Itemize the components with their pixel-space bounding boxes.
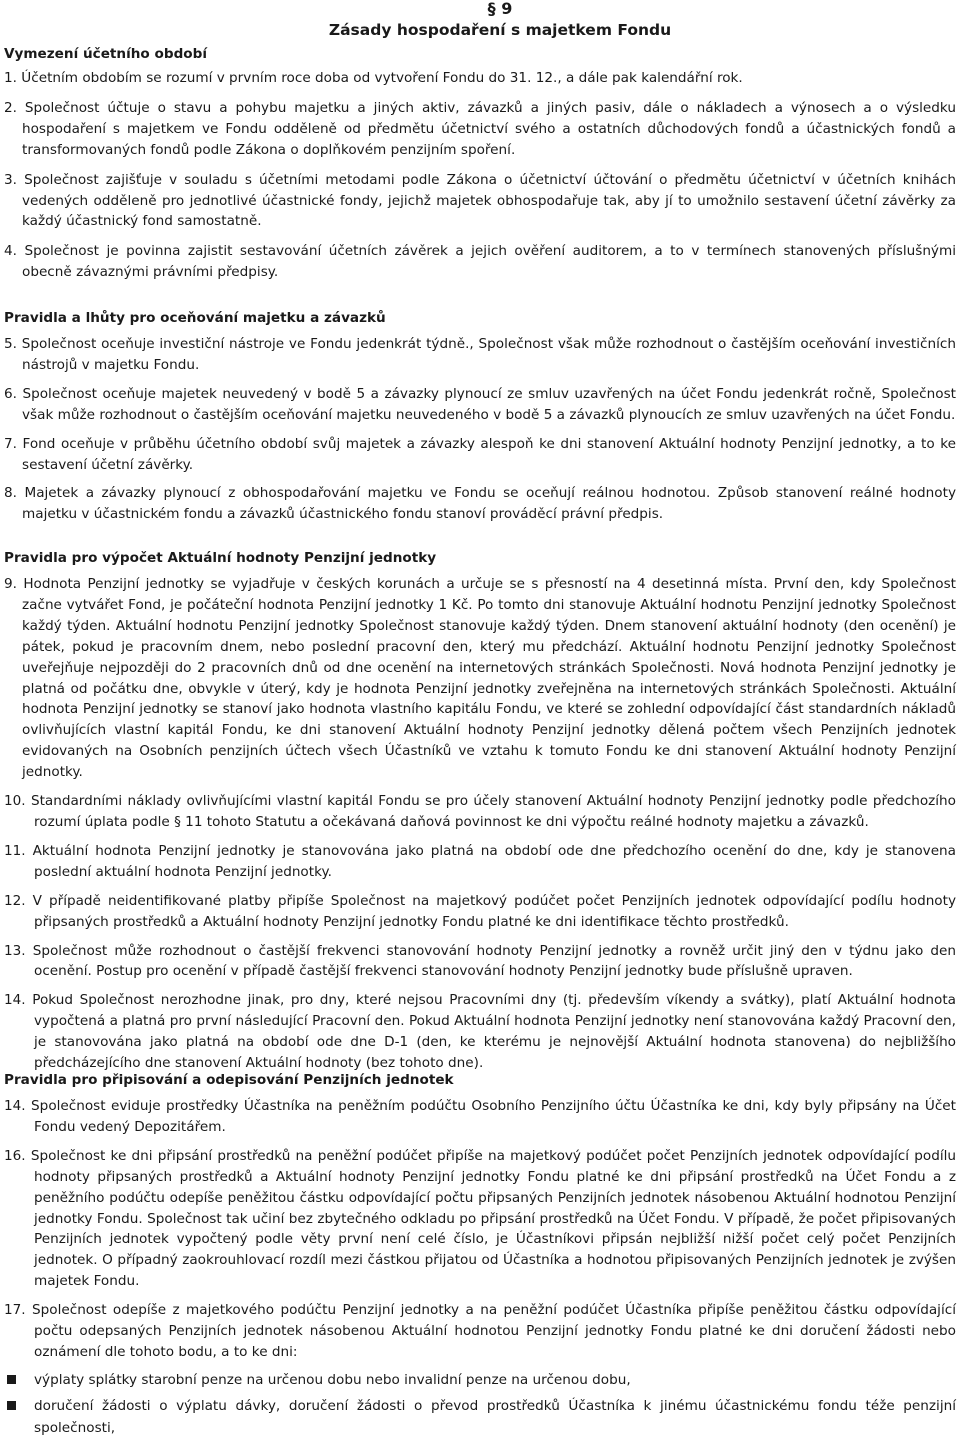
- heading-accounting-period: Vymezení účetního období: [4, 46, 208, 62]
- paragraph-13: 13. Společnost může rozhodnout o častější frekvenci stanovování hodnoty Penzijní jednotky a rovněž určit jiný den v týdnu jako den ocenění. Postup pro ocenění v případě častější frekvenci stanovování hodnoty Penzijní jednotky bude příslušně upraven.: [4, 942, 956, 980]
- paragraph-5: 5. Společnost oceňuje investiční nástroje ve Fondu jedenkrát týdně., Společnost však může rozhodnout o častějším oceňování investičních nástrojů v majetku Fondu.: [4, 336, 956, 373]
- paragraph-16: 16. Společnost ke dni připsání prostředků na peněžní podúčet připíše na majetkový podúčet počet Penzijních jednotek odpovídající podílu hodnoty připsaných prostředků a Aktuální hodnoty Penzijní jednotky Fondu platné ke dni připsání prostředků na Účet Fondu a z peněžního podúčtu odepíše peněžitou částku odpovídající počtu připsaných Penzijních jednotek násobenou Aktuální hodnotou Penzijní jednotky Fondu. Společnost tak učiní bez zbytečného odkladu po připsání prostředků na Účet Fondu. V případě, že počet připisovaných Penzijních jednotek vypočtený podle věty první není celé číslo, je Účastníkovi připsán nejbližší nižší počet celý počet Penzijních jednotek. O případný zaokrouhlovací rozdíl mezi částkou přijatou od Účastníka a hodnotou připisovaných Penzijních jednotek je zvýšen majetek Fondu.: [4, 1147, 956, 1290]
- heading-unit-value: Pravidla pro výpočet Aktuální hodnoty Penzijní jednotky: [4, 550, 437, 566]
- paragraph-2: 2. Společnost účtuje o stavu a pohybu majetku a jiných aktiv, závazků a jiných pasiv, dále o nákladech a výnosech a o výsledku hospodaření s majetkem ve Fondu odděleně od předmětu účetnictví svého a ostatních důchodových fondů a účastnických fondů a transformovaných fondů podle Zákona o doplňkovém penzijním spoření.: [4, 99, 956, 158]
- valuation-paragraphs: [4, 334, 956, 525]
- paragraph-17: 17. Společnost odepíše z majetkového podúčtu Penzijní jednotky a na peněžní podúčet Účastníka připíše peněžitou částku odpovídající počtu odepsaných Penzijních jednotek násobenou Aktuální hodnotou Penzijní jednotky Fondu platné ke dni doručení žádosti nebo oznámení dle tohoto bodu, a to ke dni:: [4, 1302, 956, 1360]
- paragraph-14b: 14. Společnost eviduje prostředky Účastníka na peněžním podúčtu Osobního Penzijního účtu Účastníka ke dni, kdy byly připsány na Účet Fondu vedený Depozitářem.: [4, 1098, 956, 1135]
- heading-accounting-period-block: [4, 44, 956, 64]
- paragraph-10: 10. Standardními náklady ovlivňujícími vlastní kapitál Fondu se pro účely stanovení Aktuální hodnoty Penzijní jednotky podle předchozího rozumí úplata podle § 11 tohoto Statutu a očekávaná daňová povinnost ke dni výpočtu reálné hodnoty majetku a závazků.: [4, 793, 956, 830]
- paragraph-9: 9. Hodnota Penzijní jednotky se vyjadřuje v českých korunách a určuje se s přesností na 4 desetinná místa. První den, kdy Společnost začne vytvářet Fond, je počáteční hodnota Penzijní jednotky 1 Kč. Po tomto dni stanovuje Aktuální hodnotu Penzijní jednotky Společnost každý týden. Aktuální hodnotu Penzijní jednotky Společnost stanovuje každý týden. Dnem stanovení aktuální hodnoty (den ocenění) je pátek, pokud je pracovním dnem, nebo poslední pracovní den, který mu předchází. Aktuální hodnotu Penzijní jednotky Společnost uveřejňuje nejpozději do 2 pracovních dnů od dne ocenění na internetových stránkách Společnosti. Nová hodnota Penzijní jednotky je platná od počátku dne, obvykle v úterý, kdy je hodnota Penzijní jednotky zveřejněna na internetových stránkách Společnosti. Aktuální hodnota Penzijní jednotky se stanoví jako hodnota vlastního kapitálu Fondu, ve které se zohlední odpovídající část standardních nákladů ovlivňujících vlastní kapitál Fondu, ke dni stanovení Aktuální hodnoty Penzijní jednotky dělená počtem všech Penzijních jednotek evidovaných na Osobních penzijních účtech všech Účastníků ve vztahu k tomuto Fondu ke dni stanovení Aktuální hodnoty Penzijní jednotky.: [4, 576, 956, 781]
- heading-valuation: Pravidla a lhůty pro oceňování majetku a závazků: [4, 310, 386, 326]
- bullet-item-1: výplaty splátky starobní penze na určenou dobu nebo invalidní penze na určenou dobu,: [4, 1369, 956, 1391]
- section-number: § 9: [487, 0, 513, 18]
- heading-unit-posting-block: [4, 1070, 956, 1090]
- paragraph-8: 8. Majetek a závazky plynoucí z obhospodařování majetku ve Fondu se oceňují reálnou hodnotou. Způsob stanovení reálné hodnoty majetku v účastnickém fondu a závazků účastnického fondu stanoví prováděcí právní předpis.: [4, 485, 956, 523]
- paragraph-12: 12. V případě neidentifikované platby připíše Společnost na majetkový podúčet počet Penzijních jednotek odpovídající podílu hodnoty připsaných prostředků a Aktuální hodnoty Penzijní jednotky Fondu platné ke dni identifikace těchto prostředků.: [4, 892, 956, 930]
- paragraph-1: 1. Účetním obdobím se rozumí v prvním roce doba od vytvoření Fondu do 31. 12., a dále pak kalendářní rok.: [4, 70, 743, 86]
- paragraph-7: 7. Fond oceňuje v průběhu účetního období svůj majetek a závazky alespoň ke dni stanovení Aktuální hodnoty Penzijní jednotky, a to ke sestavení účetní závěrky.: [4, 435, 956, 473]
- paragraph-3: 3. Společnost zajišťuje v souladu s účetními metodami podle Zákona o účetnictví účtování o předmětu účetnictví v účetních knihách vedených odděleně pro jednotlivé účastnické fondy, jejichž majetek obhospodařuje tak, aby jí to umožnilo sestavení účetní závěrky za každý účastnický fond samostatně.: [4, 171, 956, 230]
- paragraph-6: 6. Společnost oceňuje majetek neuvedený v bodě 5 a závazky plynoucí ze smluv uzavřených na účet Fondu jedenkrát ročně, Společnost však může rozhodnout o častějším oceňování majetku neuvedeného v bodě 5 a závazků plynoucích ze smluv uzavřených na účet Fondu.: [4, 385, 956, 423]
- section-title: Zásady hospodaření s majetkem Fondu: [328, 21, 672, 39]
- paragraph-11: 11. Aktuální hodnota Penzijní jednotky je stanovována jako platná na období ode dne předchozího ocenění do dne, kdy je stanovena poslední aktuální hodnota Penzijní jednotky.: [4, 842, 956, 880]
- heading-valuation-block: [4, 308, 956, 328]
- paragraph-14a: 14. Pokud Společnost nerozhodne jinak, pro dny, které nejsou Pracovními dny (tj. především víkendy a svátky), platí Aktuální hodnota vypočtená a platná pro první následující Pracovní den. Pokud Aktuální hodnota Penzijní jednotky není stanovována každý Pracovní den, je stanovována jako platná na období ode dne D-1 (den, ke kterému je nejnovější Aktuální hodnota stanovena) do nejbližšího předcházejícího dne stanovení Aktuální hodnoty (bez tohoto dne).: [4, 992, 956, 1072]
- paragraph-4: 4. Společnost je povinna zajistit sestavování účetních závěrek a jejich ověření auditorem, a to v termínech stanovených příslušnými obecně závaznými právními předpisy.: [4, 243, 956, 281]
- heading-unit-posting: Pravidla pro připisování a odepisování Penzijních jednotek: [4, 1072, 454, 1088]
- unit-posting-paragraphs: [4, 1096, 956, 1439]
- accounting-paragraphs: [4, 68, 956, 283]
- unit-value-paragraphs: [4, 574, 956, 1074]
- bullet-item-2: doručení žádosti o výplatu dávky, doručení žádosti o převod prostředků Účastníka k jinému účastnickému fondu téže penzijní společnosti,: [4, 1395, 956, 1439]
- heading-unit-value-block: [4, 548, 956, 568]
